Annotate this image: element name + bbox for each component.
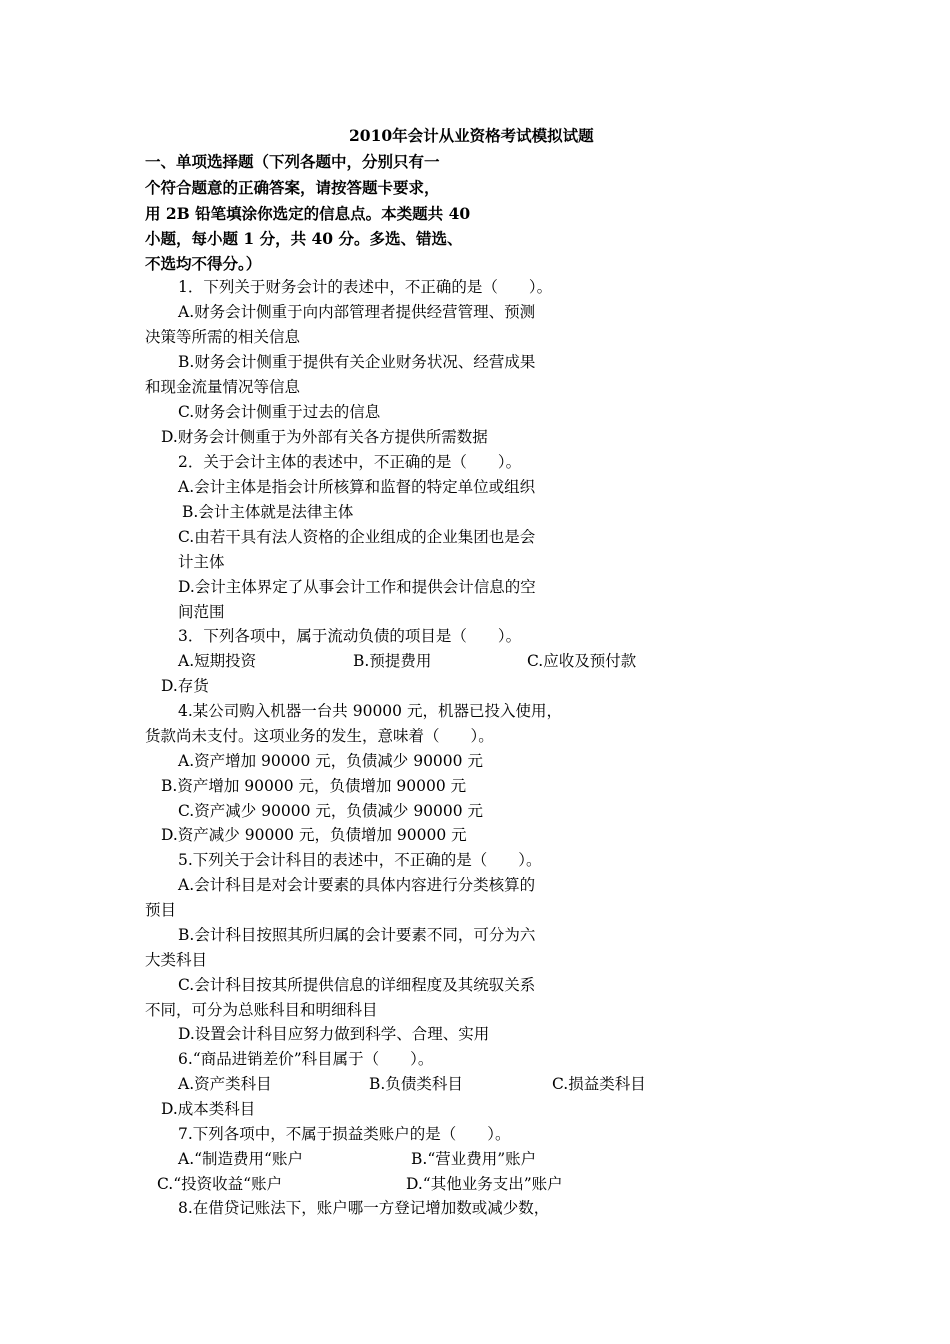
question-1-option-d: D.财务会计侧重于为外部有关各方提供所需数据 [161, 428, 488, 446]
page-title: 2010年会计从业资格考试模拟试题 [349, 126, 594, 145]
question-5-option-a-cont: 预目 [145, 901, 177, 919]
section-heading-line-5: 不选均不得分。） [145, 254, 262, 273]
section-heading-line-4: 小题，每小题 1 分，共 40 分。多选、错选、 [145, 229, 463, 248]
question-6-option-a: A.资产类科目 [178, 1075, 272, 1093]
question-6-option-d: D.成本类科目 [161, 1100, 256, 1118]
section-heading-line-2: 个符合题意的正确答案，请按答题卡要求， [145, 178, 440, 197]
question-4-stem-cont: 货款尚未支付。这项业务的发生，意味着（ ）。 [145, 727, 494, 745]
question-6-stem: 6.“商品进销差价”科目属于（ ）。 [178, 1050, 434, 1068]
question-5-option-a: A.会计科目是对会计要素的具体内容进行分类核算的 [178, 876, 536, 894]
question-3-option-a: A.短期投资 [178, 652, 257, 670]
question-1-option-b: B.财务会计侧重于提供有关企业财务状况、经营成果 [178, 353, 536, 371]
question-6-option-b: B.负债类科目 [369, 1075, 463, 1093]
question-2-option-d: D.会计主体界定了从事会计工作和提供会计信息的空 [178, 578, 536, 596]
question-6-option-c: C.损益类科目 [552, 1075, 646, 1093]
question-2-option-d-cont: 间范围 [178, 603, 225, 621]
question-3-stem: 3．下列各项中，属于流动负债的项目是（ ）。 [178, 627, 522, 645]
question-7-option-d: D.“其他业务支出”账户 [406, 1175, 563, 1193]
question-3-option-d: D.存货 [161, 677, 209, 695]
question-4-stem: 4.某公司购入机器一台共 90000 元，机器已投入使用， [178, 702, 562, 720]
question-2-option-b: B.会计主体就是法律主体 [182, 503, 354, 521]
question-7-option-a: A.“制造费用“账户 [178, 1150, 303, 1168]
question-5-option-c-cont: 不同，可分为总账科目和明细科目 [145, 1001, 378, 1019]
question-3-option-b: B.预提费用 [353, 652, 432, 670]
question-5-option-b-cont: 大类科目 [145, 951, 208, 969]
question-4-option-c: C.资产减少 90000 元，负债减少 90000 元 [178, 802, 484, 820]
question-1-option-a-cont: 决策等所需的相关信息 [145, 328, 301, 346]
question-2-option-c: C.由若干具有法人资格的企业组成的企业集团也是会 [178, 528, 536, 546]
question-7-stem: 7.下列各项中，不属于损益类账户的是（ ）。 [178, 1125, 511, 1143]
question-5-stem: 5.下列关于会计科目的表述中，不正确的是（ ）。 [178, 851, 542, 869]
question-4-option-a: A.资产增加 90000 元，负债减少 90000 元 [178, 752, 483, 770]
question-8-stem: 8.在借贷记账法下，账户哪一方登记增加数或减少数， [178, 1199, 550, 1217]
question-2-stem: 2．关于会计主体的表述中，不正确的是（ ）。 [178, 453, 522, 471]
section-heading-line-1: 一、单项选择题（下列各题中，分别只有一 [145, 152, 440, 171]
section-heading-line-3: 用 2B 铅笔填涂你选定的信息点。本类题共 40 [145, 204, 471, 223]
question-1-option-b-cont: 和现金流量情况等信息 [145, 378, 301, 396]
question-5-option-c: C.会计科目按其所提供信息的详细程度及其统驭关系 [178, 976, 536, 994]
question-2-option-c-cont: 计主体 [178, 553, 225, 571]
question-7-option-b: B.“营业费用”账户 [411, 1150, 537, 1168]
question-4-option-b: B.资产增加 90000 元，负债增加 90000 元 [161, 777, 467, 795]
question-1-option-a: A.财务会计侧重于向内部管理者提供经营管理、预测 [178, 303, 536, 321]
question-5-option-b: B.会计科目按照其所归属的会计要素不同，可分为六 [178, 926, 536, 944]
question-2-option-a: A.会计主体是指会计所核算和监督的特定单位或组织 [178, 478, 536, 496]
question-1-option-c: C.财务会计侧重于过去的信息 [178, 403, 381, 421]
question-5-option-d: D.设置会计科目应努力做到科学、合理、实用 [178, 1025, 490, 1043]
question-3-option-c: C.应收及预付款 [527, 652, 637, 670]
question-7-option-c: C.“投资收益“账户 [157, 1175, 283, 1193]
question-4-option-d: D.资产减少 90000 元，负债增加 90000 元 [161, 826, 467, 844]
question-1-stem: 1．下列关于财务会计的表述中，不正确的是（ ）。 [178, 278, 553, 296]
